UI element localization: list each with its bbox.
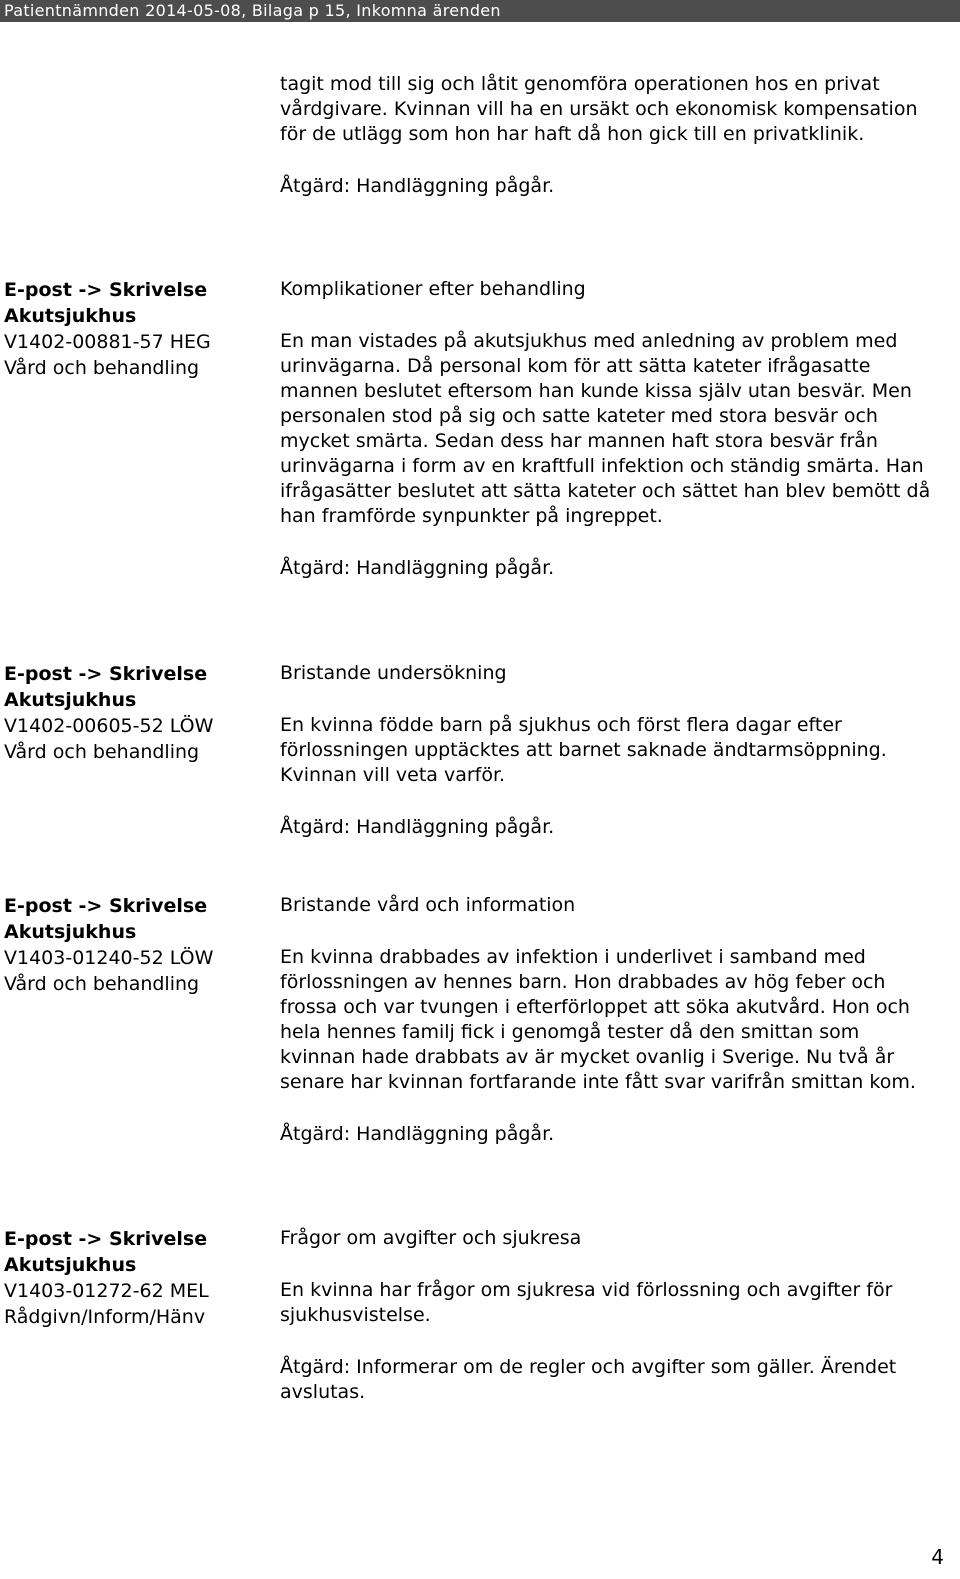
case-subject: Frågor om avgifter och sjukresa xyxy=(280,1227,582,1249)
case-unit: Akutsjukhus xyxy=(4,305,137,327)
case-description: En man vistades på akutsjukhus med anledning av problem med urinvägarna. Då personal kom för att sätta kateter ifrågasatte mannen beslutet eftersom han kunde kissa själv utan besvär. Men personalen stod på sig och satte kateter med stora besvär och mycket smärta. Sedan dess har mannen haft stora besvär från urinvägarna i form av en kraftfull infektion och ständig smärta. Han ifrågasätter beslutet att sätta kateter och sättet han blev bemött då han framförde synpunkter på ingreppet. xyxy=(280,330,931,527)
case-meta xyxy=(4,1226,274,1330)
case-body xyxy=(280,1226,940,1405)
case-action: Åtgärd: Handläggning pågår. xyxy=(280,557,555,579)
case-channel: E-post -> Skrivelse xyxy=(4,1228,208,1250)
case-unit: Akutsjukhus xyxy=(4,689,137,711)
case-category: Vård och behandling xyxy=(4,357,200,379)
case-description: En kvinna födde barn på sjukhus och först flera dagar efter förlossningen upptäcktes att barnet saknade ändtarmsöppning. Kvinnan vill veta varför. xyxy=(280,714,887,786)
case-meta xyxy=(4,661,274,765)
case-description: En kvinna har frågor om sjukresa vid förlossning och avgifter för sjukhusvistelse. xyxy=(280,1279,893,1326)
case-channel: E-post -> Skrivelse xyxy=(4,279,208,301)
case-unit: Akutsjukhus xyxy=(4,921,137,943)
case-action: Åtgärd: Handläggning pågår. xyxy=(280,816,555,838)
case-category: Rådgivn/Inform/Hänv xyxy=(4,1306,206,1328)
intro-action: Åtgärd: Handläggning pågår. xyxy=(280,175,555,197)
case-body xyxy=(280,277,940,581)
case-id: V1402-00605-52 LÖW xyxy=(4,715,214,737)
intro-continuation xyxy=(280,72,940,199)
intro-text: tagit mod till sig och låtit genomföra operationen hos en privat vårdgivare. Kvinnan vill ha en ursäkt och ekonomisk kompensation för de utlägg som hon har haft då hon gick till en privatklinik. xyxy=(280,73,918,145)
case-channel: E-post -> Skrivelse xyxy=(4,663,208,685)
page-header: Patientnämnden 2014-05-08, Bilaga p 15, Inkomna ärenden xyxy=(0,0,960,22)
case-id: V1403-01272-62 MEL xyxy=(4,1280,209,1302)
case-meta xyxy=(4,277,274,381)
case-id: V1403-01240-52 LÖW xyxy=(4,947,214,969)
case-subject: Bristande vård och information xyxy=(280,894,576,916)
case-channel: E-post -> Skrivelse xyxy=(4,895,208,917)
case-subject: Bristande undersökning xyxy=(280,662,507,684)
case-description: En kvinna drabbades av infektion i underlivet i samband med förlossningen av hennes barn. Hon drabbades av hög feber och frossa och var tvungen i efterförloppet att söka akutvård. Hon och hela hennes familj fick i genomgå tester då den smittan som kvinnan hade drabbats av är mycket ovanlig i Sverige. Nu två år senare har kvinnan fortfarande inte fått svar varifrån smittan kom. xyxy=(280,946,916,1093)
case-action: Åtgärd: Informerar om de regler och avgifter som gäller. Ärendet avslutas. xyxy=(280,1356,897,1403)
page-number: 4 xyxy=(931,1545,944,1569)
case-category: Vård och behandling xyxy=(4,741,200,763)
case-id: V1402-00881-57 HEG xyxy=(4,331,211,353)
case-meta xyxy=(4,893,274,997)
case-subject: Komplikationer efter behandling xyxy=(280,278,586,300)
case-body xyxy=(280,661,940,840)
case-unit: Akutsjukhus xyxy=(4,1254,137,1276)
case-category: Vård och behandling xyxy=(4,973,200,995)
case-action: Åtgärd: Handläggning pågår. xyxy=(280,1123,555,1145)
case-body xyxy=(280,893,940,1147)
